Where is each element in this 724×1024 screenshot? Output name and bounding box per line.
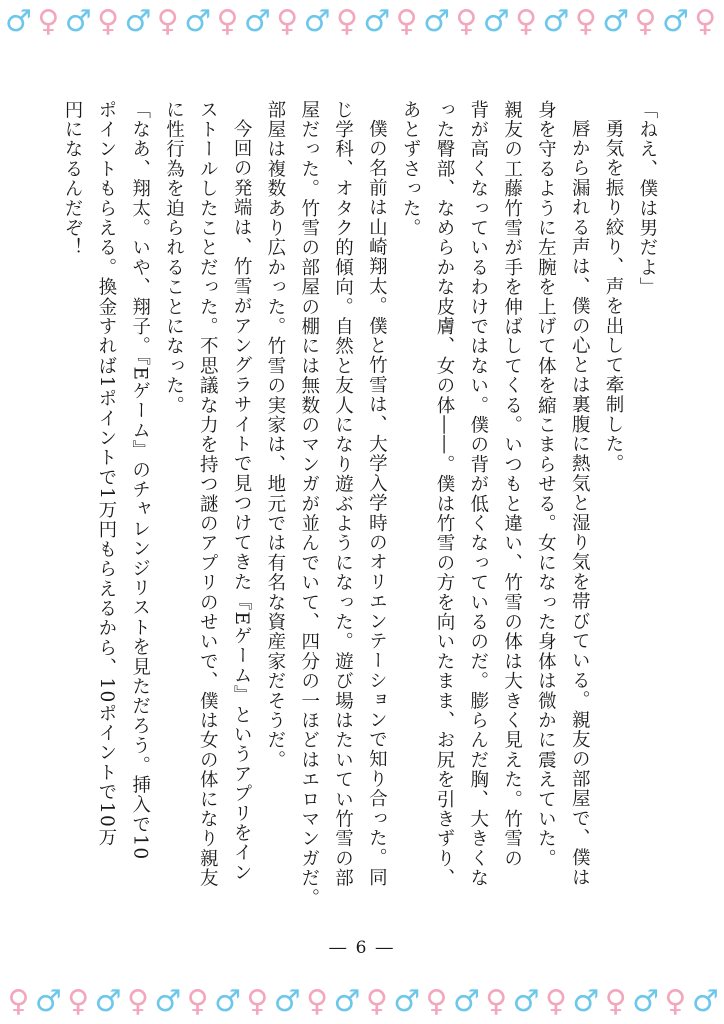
male-symbol-icon: ♂ <box>452 984 480 1019</box>
female-symbol-icon: ♀ <box>455 4 478 39</box>
text-line: 背が高くなっているわけではない。僕の背が低くなっているのだ。膨らんだ胸、大きくな <box>467 100 489 888</box>
female-symbol-icon: ♀ <box>365 984 388 1019</box>
male-symbol-icon: ♂ <box>632 984 659 1019</box>
text-line: った臀部、なめらかな皮膚、女の体――。僕は竹雪の方を向いたまま、お尻を引きずり、 <box>433 100 455 888</box>
female-symbol-icon: ♀ <box>97 4 120 39</box>
novel-text-body <box>58 100 662 940</box>
text-line: 僕の名前は山崎翔太。僕と竹雪は、大学入学時のオリエンテーションで知り合った。同 <box>366 119 388 888</box>
text-line: ストールしたことだった。不思議な力を持つ謎のアプリのせいで、僕は女の体になり親友 <box>197 100 219 888</box>
female-symbol-icon: ♀ <box>7 984 30 1019</box>
male-symbol-icon: ♂ <box>691 984 719 1019</box>
female-symbol-icon: ♀ <box>634 4 657 39</box>
male-symbol-icon: ♂ <box>64 4 92 39</box>
page-number: ― 6 ― <box>329 938 395 958</box>
female-symbol-icon: ♀ <box>694 4 717 39</box>
decorative-border-top <box>0 2 724 42</box>
male-symbol-icon: ♂ <box>661 4 689 39</box>
female-symbol-icon: ♀ <box>126 984 149 1019</box>
male-symbol-icon: ♂ <box>512 984 540 1019</box>
female-symbol-icon: ♀ <box>276 4 299 39</box>
male-symbol-icon: ♂ <box>393 984 421 1019</box>
male-symbol-icon: ♂ <box>154 984 182 1019</box>
male-symbol-icon: ♂ <box>303 4 331 39</box>
decorative-border-bottom <box>0 982 724 1022</box>
text-line: じ学科、オタク的傾向。自然と友人になり遊ぶようになった。遊び場はたいてい竹雪の部 <box>332 100 354 888</box>
female-symbol-icon: ♀ <box>67 984 90 1019</box>
male-symbol-icon: ♂ <box>363 4 391 39</box>
female-symbol-icon: ♀ <box>574 4 597 39</box>
male-symbol-icon: ♂ <box>602 4 630 39</box>
male-symbol-icon: ♂ <box>572 984 600 1019</box>
text-line: 屋だった。竹雪の部屋の棚には無数のマンガが並んでいて、四分の一ほどはエロマンガだ。 <box>298 100 320 908</box>
male-symbol-icon: ♂ <box>124 4 152 39</box>
text-line: 「ねえ、僕は男だよ」 <box>636 100 658 297</box>
male-symbol-icon: ♂ <box>94 984 122 1019</box>
male-symbol-icon: ♂ <box>34 984 62 1019</box>
male-symbol-icon: ♂ <box>542 4 570 39</box>
text-line: 親友の工藤竹雪が手を伸ばしてくる。いつもと違い、竹雪の体は大きく見えた。竹雪の <box>501 100 523 869</box>
text-line: 唇から漏れる声は、僕の心とは裏腹に熱気と湿り気を帯びている。親友の部屋で、僕は <box>569 119 591 888</box>
text-line: 円になるんだぞ！ <box>62 100 83 258</box>
female-symbol-icon: ♀ <box>156 4 179 39</box>
female-symbol-icon: ♀ <box>544 984 567 1019</box>
text-line: 今回の発端は、竹雪がアングラサイトで見つけてきた『Eゲーム』というアプリをイン <box>231 119 253 883</box>
female-symbol-icon: ♀ <box>37 4 60 39</box>
text-line: 「なあ、翔太。いや、翔子。『Eゲーム』のチャレンジリストを見ただろう。挿入で10 <box>129 100 151 861</box>
male-symbol-icon: ♂ <box>214 984 241 1019</box>
text-line: に性行為を迫られることになった。 <box>163 100 185 416</box>
female-symbol-icon: ♀ <box>425 984 448 1019</box>
male-symbol-icon: ♂ <box>423 4 450 39</box>
male-symbol-icon: ♂ <box>333 984 361 1019</box>
male-symbol-icon: ♂ <box>243 4 271 39</box>
female-symbol-icon: ♀ <box>485 984 508 1019</box>
female-symbol-icon: ♀ <box>395 4 418 39</box>
text-line: あとずさった。 <box>400 100 422 238</box>
male-symbol-icon: ♂ <box>5 4 32 39</box>
text-line: 身を守るように左腕を上げて体を縮こまらせる。女になった身体は微かに震えていた。 <box>535 100 557 869</box>
female-symbol-icon: ♀ <box>335 4 358 39</box>
female-symbol-icon: ♀ <box>664 984 687 1019</box>
female-symbol-icon: ♀ <box>216 4 239 39</box>
female-symbol-icon: ♀ <box>186 984 209 1019</box>
female-symbol-icon: ♀ <box>515 4 538 39</box>
text-line: ポイントもらえる。換金すれば1ポイントで1万円もらえるから、10ポイントで10万 <box>95 100 117 848</box>
female-symbol-icon: ♀ <box>604 984 627 1019</box>
female-symbol-icon: ♀ <box>306 984 329 1019</box>
male-symbol-icon: ♂ <box>482 4 510 39</box>
male-symbol-icon: ♂ <box>273 984 301 1019</box>
male-symbol-icon: ♂ <box>184 4 212 39</box>
female-symbol-icon: ♀ <box>246 984 269 1019</box>
text-line: 部屋は複数あり広かった。竹雪の実家は、地元では有名な資産家だそうだ。 <box>264 100 286 770</box>
text-line: 勇気を振り絞り、声を出して牽制した。 <box>603 119 624 474</box>
